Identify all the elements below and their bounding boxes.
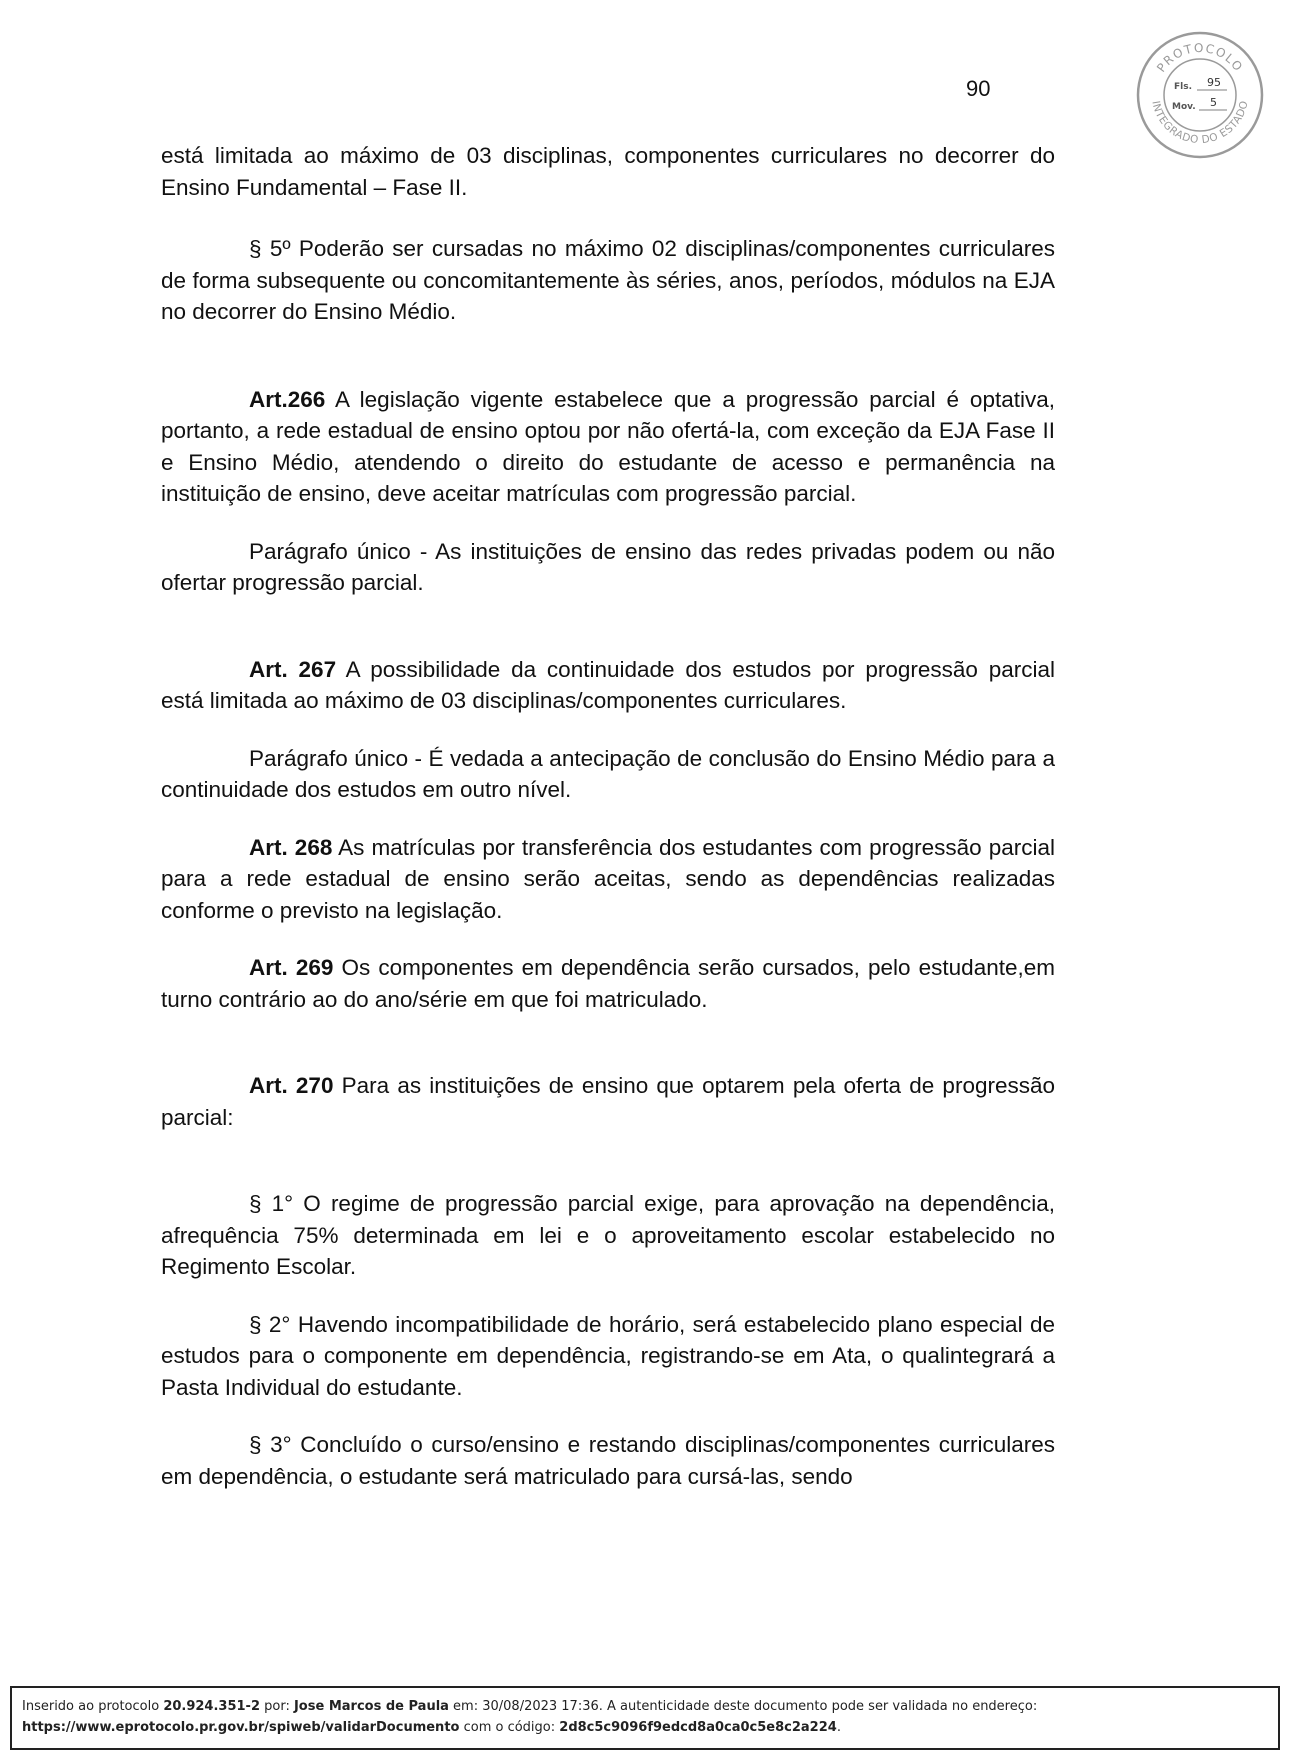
article-268	[161, 832, 1055, 927]
svg-text:PROTOCOLO	[1154, 41, 1246, 75]
article-266-sole-paragraph: Parágrafo único - As instituições de ensino das redes privadas podem ou não ofertar progressão parcial.	[161, 538, 1055, 595]
article-268-label: Art. 268	[249, 834, 333, 860]
document-body	[161, 140, 1055, 1492]
article-270-text: Para as instituições de ensino que optarem pela oferta de progressão parcial:	[161, 1073, 1055, 1130]
paragraph-section-5: § 5º Poderão ser cursadas no máximo 02 disciplinas/componentes curriculares de forma subsequente ou concomitantemente às séries, anos, períodos, módulos na EJA no decorrer do Ensino Médio.	[161, 236, 1055, 324]
article-267-sole-paragraph: Parágrafo único - É vedada a antecipação de conclusão do Ensino Médio para a continuidade dos estudos em outro nível.	[161, 745, 1055, 802]
page-number: 90	[966, 76, 991, 101]
stamp-mov-label: Mov.	[1172, 102, 1196, 112]
article-267	[161, 654, 1055, 717]
footer-line-1: Inserido ao protocolo 20.924.351-2 por: Jose Marcos de Paula em: 30/08/2023 17:36. A autenticidade deste documento pode ser validada no endereço:	[22, 1699, 1038, 1714]
article-267-text: A possibilidade da continuidade dos estudos por progressão parcial está limitada ao máximo de 03 disciplinas/componentes curriculares.	[161, 656, 1055, 713]
footer-validation-link[interactable]: https://www.eprotocolo.pr.gov.br/spiweb/validarDocumento	[22, 1720, 460, 1735]
article-270-section-1: § 1° O regime de progressão parcial exige, para aprovação na dependência, afrequência 75% determinada em lei e o aproveitamento escolar estabelecido no Regimento Escolar.	[161, 1191, 1055, 1279]
validation-footer	[10, 1686, 1280, 1750]
footer-protocol-number: 20.924.351-2	[163, 1699, 260, 1714]
svg-text:INTEGRADO DO ESTADO	[1149, 99, 1250, 146]
article-270-section-2: § 2° Havendo incompatibilidade de horário, será estabelecido plano especial de estudos para o componente em dependência, registrando-se em Ata, o qualintegrará a Pasta Individual do estudante.	[161, 1311, 1055, 1400]
article-269-text: Os componentes em dependência serão cursados, pelo estudante,em turno contrário ao do ano/série em que foi matriculado.	[161, 955, 1055, 1012]
stamp-fls-value: 95	[1207, 76, 1221, 89]
footer-author: Jose Marcos de Paula	[293, 1699, 449, 1714]
stamp-mov-value: 5	[1210, 96, 1217, 109]
protocol-stamp	[1135, 30, 1265, 160]
article-270	[161, 1070, 1055, 1133]
stamp-top-text: PROTOCOLO	[1153, 40, 1246, 75]
footer-validation-code: 2d8c5c9096f9edcd8a0ca0c5e8c2a224	[559, 1720, 837, 1735]
stamp-bottom-text: INTEGRADO DO ESTADO	[1149, 99, 1251, 147]
article-266-label: Art.266	[249, 386, 326, 412]
paragraph-continuation: está limitada ao máximo de 03 disciplinas, componentes curriculares no decorrer do Ensino Fundamental – Fase II.	[161, 143, 1055, 200]
article-267-label: Art. 267	[249, 656, 337, 682]
article-266	[161, 384, 1055, 510]
article-266-text: A legislação vigente estabelece que a progressão parcial é optativa, portanto, a rede estadual de ensino optou por não ofertá-la, com exceção da EJA Fase II e Ensino Médio, atendendo o direito do estudante de acesso e permanência na instituição de ensino, deve aceitar matrículas com progressão parcial.	[161, 386, 1055, 506]
article-269	[161, 952, 1055, 1015]
article-270-section-3: § 3° Concluído o curso/ensino e restando disciplinas/componentes curriculares em dependência, o estudante será matriculado para cursá-las, sendo	[161, 1432, 1055, 1489]
stamp-inner-ring	[1164, 59, 1236, 131]
footer-line-2: https://www.eprotocolo.pr.gov.br/spiweb/validarDocumento com o código: 2d8c5c9096f9edcd8a0ca0c5e8c2a224.	[22, 1720, 841, 1735]
article-269-label: Art. 269	[249, 955, 334, 980]
stamp-fls-label: Fls.	[1174, 82, 1193, 92]
article-268-text: As matrículas por transferência dos estudantes com progressão parcial para a rede estadual de ensino serão aceitas, sendo as dependências realizadas conforme o previsto na legislação.	[161, 834, 1055, 923]
article-270-label: Art. 270	[249, 1073, 334, 1098]
